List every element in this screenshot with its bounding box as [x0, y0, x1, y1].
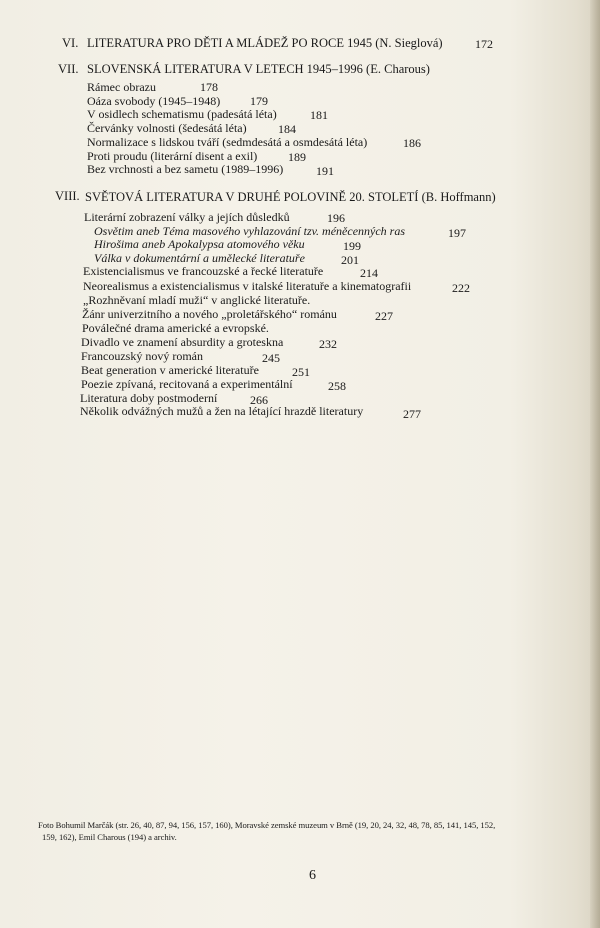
toc-entry: Bez vrchnosti a bez sametu (1989–1996)	[87, 162, 284, 176]
section-title: LITERATURA PRO DĚTI A MLÁDEŽ PO ROCE 1945 (N. Sieglová)	[87, 36, 443, 50]
section-numeral: VI.	[62, 36, 79, 50]
page-edge-shadow	[590, 0, 600, 928]
section-page-number: 172	[475, 37, 493, 51]
section-title: SVĚTOVÁ LITERATURA V DRUHÉ POLOVINĚ 20. STOLETÍ (B. Hoffmann)	[85, 190, 496, 204]
toc-entry-page: 266	[250, 393, 268, 407]
toc-entry: Divadlo ve znamení absurdity a groteskna	[81, 335, 284, 349]
toc-entry: Proti proudu (literární disent a exil)	[87, 149, 258, 163]
section-numeral: VII.	[58, 62, 79, 76]
toc-entry-page: 179	[250, 94, 268, 108]
toc-entry-page: 191	[316, 164, 334, 178]
toc-entry-page: 189	[288, 150, 306, 164]
toc-entry-page: 201	[341, 253, 359, 267]
toc-entry: Poezie zpívaná, recitovaná a experimentální	[81, 377, 293, 391]
page-number: 6	[309, 868, 316, 883]
toc-entry-page: 227	[375, 309, 393, 323]
toc-entry-page: 232	[319, 337, 337, 351]
toc-entry-page: 196	[327, 211, 345, 225]
toc-subentry: Hirošima aneb Apokalypsa atomového věku	[94, 237, 305, 251]
toc-entry-page: 178	[200, 80, 218, 94]
toc-subentry: Válka v dokumentární a umělecké literatuře	[94, 251, 305, 265]
toc-entry: Literární zobrazení války a jejích důsledků	[84, 210, 290, 224]
toc-entry-page: 181	[310, 108, 328, 122]
section-numeral: VIII.	[55, 189, 80, 203]
section-title: SLOVENSKÁ LITERATURA V LETECH 1945–1996 (E. Charous)	[87, 62, 430, 76]
toc-entry: Červánky volnosti (šedesátá léta)	[87, 121, 247, 135]
toc-entry-page: 245	[262, 351, 280, 365]
toc-subentry: Osvětim aneb Téma masového vyhlazování tzv. méněcenných ras	[94, 224, 406, 238]
toc-entry: Žánr univerzitního a nového „proletářského“ románu	[82, 307, 337, 321]
toc-entry: Neorealismus a existencialismus v italské literatuře a kinematografii	[83, 279, 412, 293]
toc-entry: Rámec obrazu	[87, 80, 156, 94]
toc-entry-page: 251	[292, 365, 310, 379]
toc-entry: Beat generation v americké literatuře	[81, 363, 259, 377]
toc-entry-page: 197	[448, 226, 466, 240]
toc-entry: „Rozhněvaní mladí muži“ v anglické literatuře.	[83, 293, 311, 307]
toc-entry: Poválečné drama americké a evropské.	[82, 321, 269, 335]
toc-entry-page: 277	[403, 407, 421, 421]
toc-entry-page: 199	[343, 239, 361, 253]
toc-entry: Existencialismus ve francouzské a řecké literatuře	[83, 264, 324, 278]
toc-entry: Oáza svobody (1945–1948)	[87, 94, 221, 108]
toc-entry-page: 186	[403, 136, 421, 150]
toc-entry-page: 184	[278, 122, 296, 136]
photo-credits-line: 159, 162), Emil Charous (194) a archiv.	[42, 832, 177, 842]
toc-entry: Několik odvážných mužů a žen na létající hrazdě literatury	[80, 404, 364, 418]
toc-entry: V osidlech schematismu (padesátá léta)	[87, 107, 277, 121]
photo-credits-line: Foto Bohumil Marčák (str. 26, 40, 87, 94, 156, 157, 160), Moravské zemské muzeum v Brně (19, 20, 24, 32, 48, 78, 85, 141, 145, 152,	[38, 820, 496, 830]
toc-entry-page: 258	[328, 379, 346, 393]
toc-entry-page: 214	[360, 266, 378, 280]
toc-entry: Normalizace s lidskou tváří (sedmdesátá a osmdesátá léta)	[87, 135, 368, 149]
toc-entry: Francouzský nový román	[81, 349, 203, 363]
toc-entry-page: 222	[452, 281, 470, 295]
toc-entry: Literatura doby postmoderní	[80, 391, 218, 405]
